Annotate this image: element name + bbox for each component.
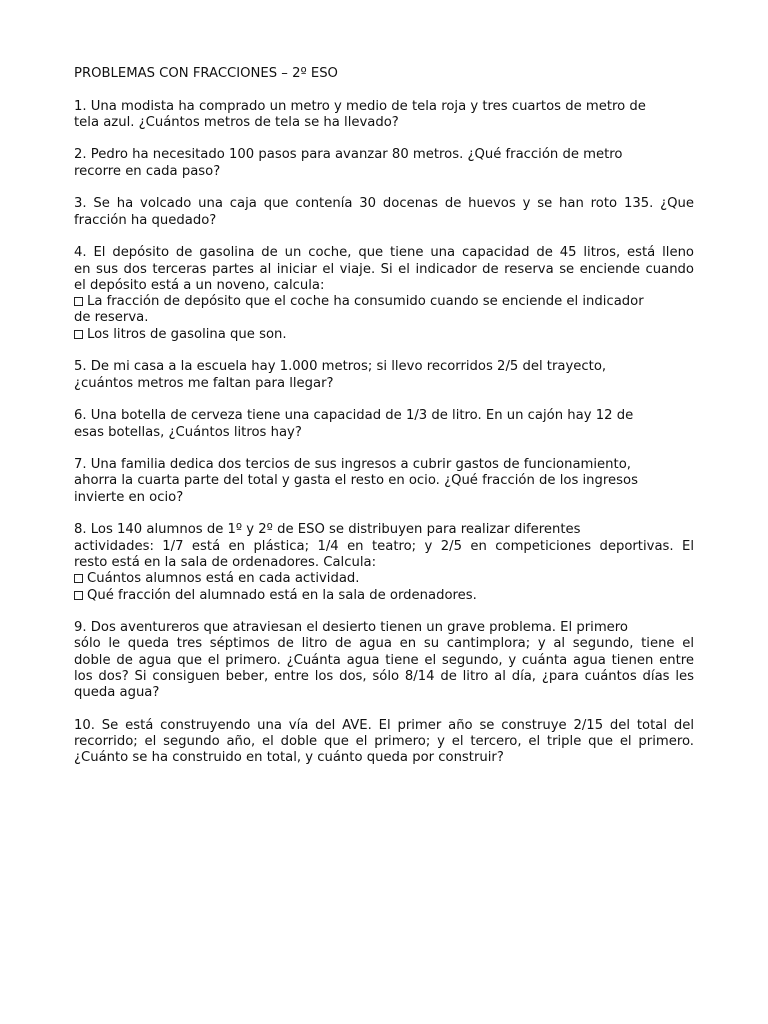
problem-5-line-1: 5. De mi casa a la escuela hay 1.000 metros; si llevo recorridos 2/5 del trayecto, — [74, 359, 607, 375]
checkbox-icon — [74, 297, 83, 306]
problem-5-line-2: ¿cuántos metros me faltan para llegar? — [74, 375, 334, 391]
problem-8-bullet-2 — [74, 588, 694, 604]
problem-8-line-3: resto está en la sala de ordenadores. Calcula: — [74, 554, 377, 570]
problem-3-line-1: 3. Se ha volcado una caja que contenía 30 docenas de huevos y se han roto 135. ¿Que — [74, 196, 694, 212]
problem-4-bullet-1 — [74, 294, 694, 310]
problem-10-line-3: ¿Cuánto se ha construido en total, y cuánto queda por construir? — [74, 750, 504, 766]
problem-8 — [74, 522, 694, 603]
worksheet-page — [74, 66, 694, 783]
problem-8-line-1: 8. Los 140 alumnos de 1º y 2º de ESO se distribuyen para realizar diferentes — [74, 522, 581, 538]
problem-4-line-2: en sus dos terceras partes al iniciar el viaje. Si el indicador de reserva se enciende cuando — [74, 261, 694, 277]
problem-9-line-2: sólo le queda tres séptimos de litro de agua en su cantimplora; y al segundo, tiene el — [74, 636, 694, 652]
problem-8-bullet-2-text: Qué fracción del alumnado está en la sala de ordenadores. — [87, 587, 477, 603]
problem-4-bullet-2-text: Los litros de gasolina que son. — [87, 326, 287, 342]
problem-2 — [74, 147, 694, 180]
problem-4-line-1: 4. El depósito de gasolina de un coche, que tiene una capacidad de 45 litros, está lleno — [74, 245, 694, 261]
checkbox-icon — [74, 330, 83, 339]
page-title: PROBLEMAS CON FRACCIONES – 2º ESO — [74, 66, 338, 81]
problem-8-bullet-1-text: Cuántos alumnos está en cada actividad. — [87, 571, 360, 587]
problem-4 — [74, 245, 694, 343]
problem-10-line-1: 10. Se está construyendo una vía del AVE. El primer año se construye 2/15 del total del — [74, 717, 694, 733]
problem-1-line-1: 1. Una modista ha comprado un metro y medio de tela roja y tres cuartos de metro de — [74, 98, 646, 114]
problem-9-line-1: 9. Dos aventureros que atraviesan el desierto tienen un grave problema. El primero — [74, 620, 628, 636]
problem-10-line-2: recorrido; el segundo año, el doble que el primero; y el tercero, el triple que el primero. — [74, 734, 694, 750]
problem-7-line-1: 7. Una familia dedica dos tercios de sus ingresos a cubrir gastos de funcionamiento, — [74, 457, 631, 473]
problem-9-line-5: queda agua? — [74, 685, 160, 701]
checkbox-icon — [74, 574, 83, 583]
problem-6-line-2: esas botellas, ¿Cuántos litros hay? — [74, 424, 302, 440]
problem-9-line-3: doble de agua que el primero. ¿Cuánta agua tiene el segundo, y cuánta agua tienen entre — [74, 652, 694, 668]
problem-4-line-3: el depósito está a un noveno, calcula: — [74, 277, 325, 293]
problem-1-line-2: tela azul. ¿Cuántos metros de tela se ha llevado? — [74, 114, 399, 130]
problem-3-line-2: fracción ha quedado? — [74, 212, 217, 228]
problem-9 — [74, 620, 694, 701]
problem-1 — [74, 99, 694, 132]
problem-6-line-1: 6. Una botella de cerveza tiene una capacidad de 1/3 de litro. En un cajón hay 12 de — [74, 408, 634, 424]
problem-4-bullet-1-text: La fracción de depósito que el coche ha consumido cuando se enciende el indicador — [87, 294, 644, 310]
problem-3 — [74, 196, 694, 229]
problem-7-line-3: invierte en ocio? — [74, 489, 184, 505]
problem-9-line-4: los dos? Si consiguen beber, entre los dos, sólo 8/14 de litro al día, ¿para cuántos días les — [74, 668, 694, 684]
problem-8-bullet-1 — [74, 571, 694, 587]
problem-2-line-2: recorre en cada paso? — [74, 163, 221, 179]
problem-7 — [74, 457, 694, 506]
problem-5 — [74, 359, 694, 392]
problem-2-line-1: 2. Pedro ha necesitado 100 pasos para avanzar 80 metros. ¿Qué fracción de metro — [74, 147, 623, 163]
problem-7-line-2: ahorra la cuarta parte del total y gasta el resto en ocio. ¿Qué fracción de los ingresos — [74, 473, 638, 489]
problem-6 — [74, 408, 694, 441]
problem-4-bullet-2 — [74, 327, 694, 343]
problem-10 — [74, 718, 694, 767]
problem-4-line-5: de reserva. — [74, 310, 149, 326]
problem-8-line-2: actividades: 1/7 está en plástica; 1/4 en teatro; y 2/5 en competiciones deportivas. El — [74, 538, 694, 554]
checkbox-icon — [74, 591, 83, 600]
